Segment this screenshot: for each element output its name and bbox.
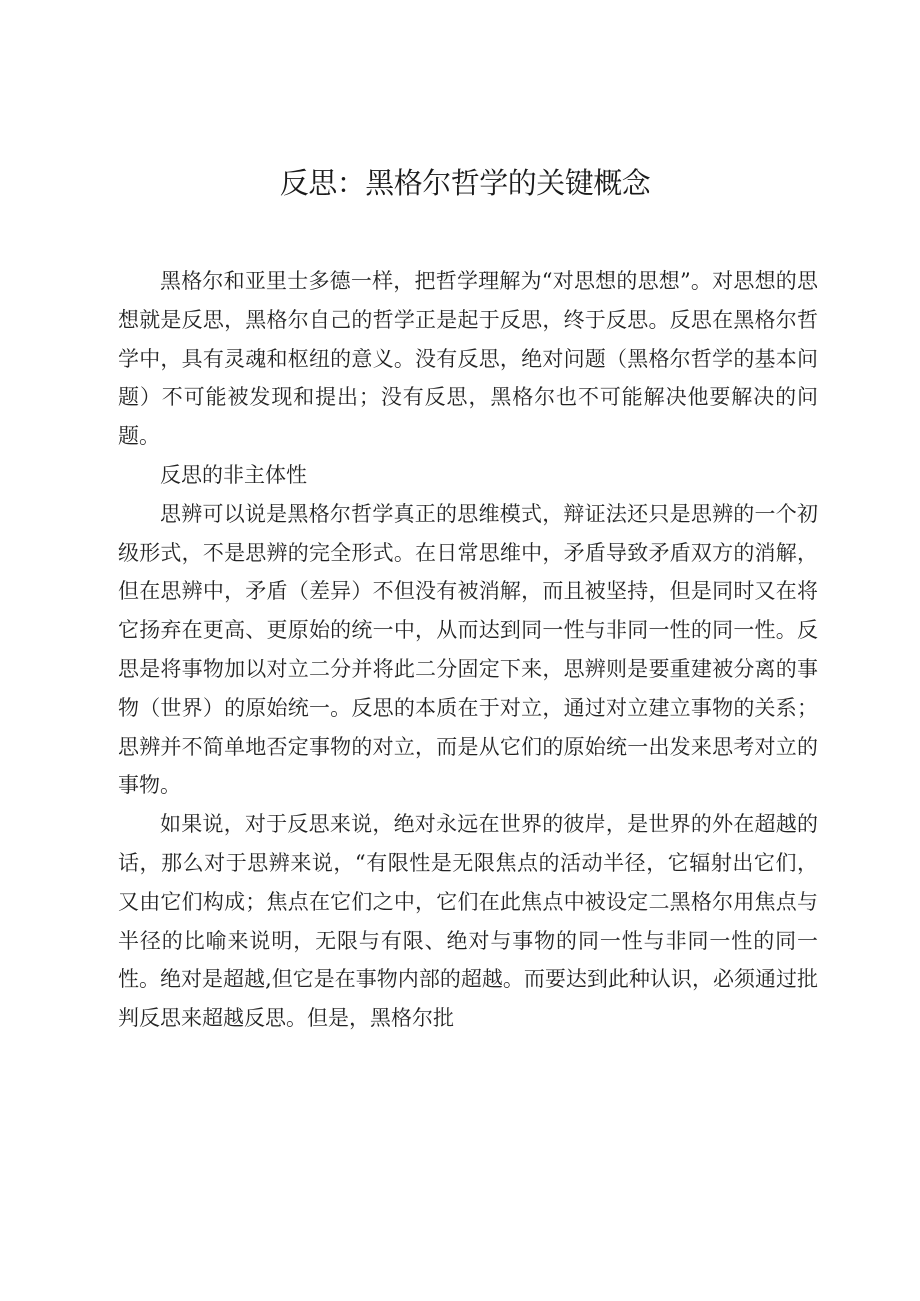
section-heading: 反思的非主体性: [160, 462, 307, 487]
document-body: [118, 262, 818, 1038]
document-title: 反思：黑格尔哲学的关键概念: [279, 166, 651, 200]
paragraph-intro: 黑格尔和亚里士多德一样，把哲学理解为“对思想的思想”。对思想的思想就是反思，黑格尔自己的哲学正是起于反思，终于反思。反思在黑格尔哲学中，具有灵魂和枢纽的意义。没有反思，绝对问题（黑格尔哲学的基本问题）不可能被发现和提出；没有反思，黑格尔也不可能解决他要解决的问题。: [118, 269, 818, 449]
paragraph-transcendence: 如果说，对于反思来说，绝对永远在世界的彼岸，是世界的外在超越的话，那么对于思辨来说，“有限性是无限焦点的活动半径，它辐射出它们，又由它们构成；焦点在它们之中，它们在此焦点中被设定二黑格尔用焦点与半径的比喻来说明，无限与有限、绝对与事物的同一性与非同一性的同一性。绝对是超越,但它是在事物内部的超越。而要达到此种认识，必须通过批判反思来超越反思。但是，黑格尔批: [118, 812, 818, 1031]
paragraph-speculation: 思辨可以说是黑格尔哲学真正的思维模式，辩证法还只是思辨的一个初级形式，不是思辨的完全形式。在日常思维中，矛盾导致矛盾双方的消解，但在思辨中，矛盾（差异）不但没有被消解，而且被坚持，但是同时又在将它扬弃在更高、更原始的统一中，从而达到同一性与非同一性的同一性。反思是将事物加以对立二分并将此二分固定下来，思辨则是要重建被分离的事物（世界）的原始统一。反思的本质在于对立，通过对立建立事物的关系；思辨并不简单地否定事物的对立，而是从它们的原始统一出发来思考对立的事物。: [118, 501, 818, 798]
